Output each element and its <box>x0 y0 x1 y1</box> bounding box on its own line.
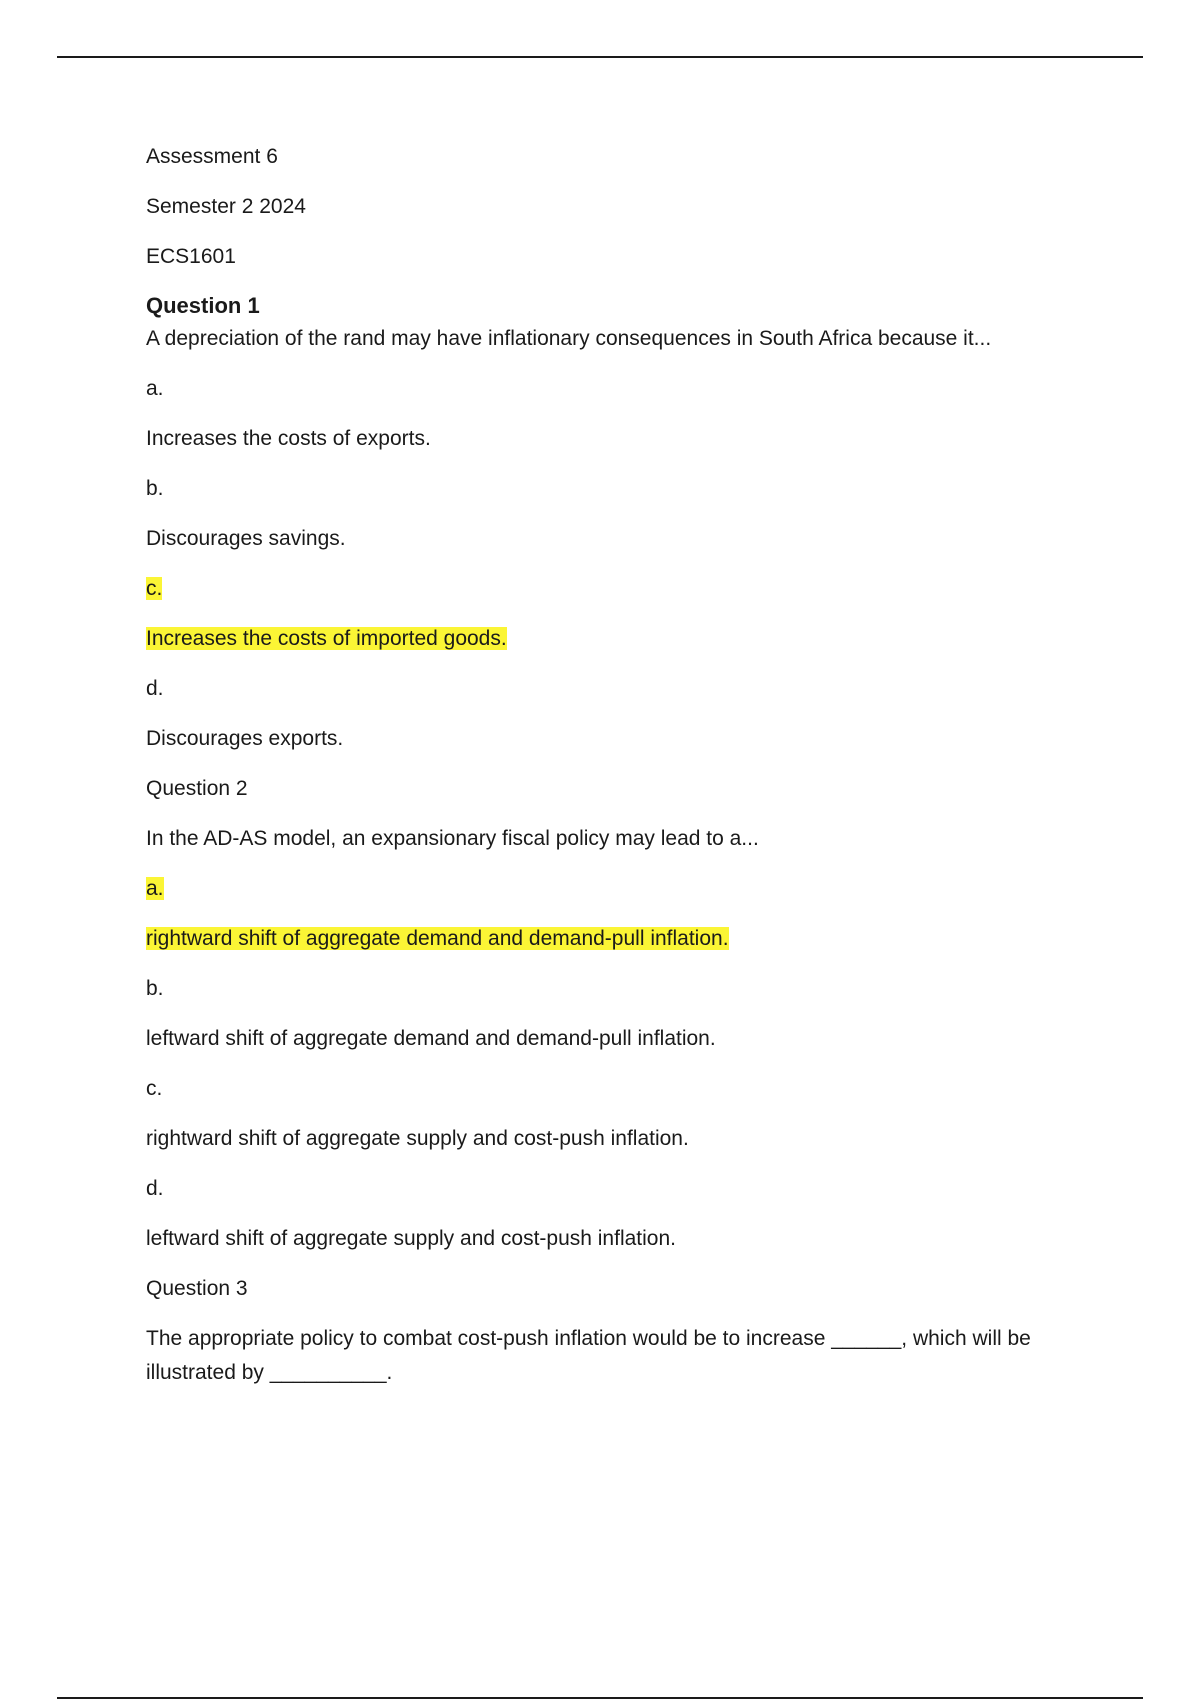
q2-option-d-text: leftward shift of aggregate supply and cost-push inflation. <box>146 1227 676 1250</box>
q2-option-c-letter: c. <box>146 1077 163 1100</box>
course-code: ECS1601 <box>146 245 236 268</box>
q1-option-b-text: Discourages savings. <box>146 527 346 550</box>
q1-option-d-letter: d. <box>146 677 164 700</box>
question-1-title: Question 1 <box>146 293 260 318</box>
question-2-title: Question 2 <box>146 777 248 800</box>
q2-option-c-text: rightward shift of aggregate supply and cost-push inflation. <box>146 1127 689 1150</box>
q2-option-b-text: leftward shift of aggregate demand and demand-pull inflation. <box>146 1027 716 1050</box>
semester-label: Semester 2 2024 <box>146 195 306 218</box>
highlight-mark: a. <box>146 877 164 900</box>
q1-option-a-letter: a. <box>146 377 164 400</box>
q2-option-d-letter: d. <box>146 1177 164 1200</box>
bottom-rule <box>57 1697 1143 1699</box>
highlight-mark: rightward shift of aggregate demand and demand-pull inflation. <box>146 927 729 950</box>
q1-option-a-text: Increases the costs of exports. <box>146 427 431 450</box>
q1-option-c-letter <box>146 572 1076 606</box>
question-1-text: A depreciation of the rand may have inflationary consequences in South Africa because it... <box>146 327 992 350</box>
q2-option-b-letter: b. <box>146 977 164 1000</box>
q1-option-d-text: Discourages exports. <box>146 727 344 750</box>
q2-option-a-letter <box>146 872 1076 906</box>
question-2-text: In the AD-AS model, an expansionary fiscal policy may lead to a... <box>146 827 759 850</box>
highlight-mark: c. <box>146 577 163 600</box>
highlight-mark: Increases the costs of imported goods. <box>146 627 507 650</box>
question-3-title: Question 3 <box>146 1277 248 1300</box>
question-3-text: The appropriate policy to combat cost-push inflation would be to increase ______, which will be illustrated by __________. <box>146 1327 1031 1384</box>
q2-option-a-text <box>146 922 1076 956</box>
q1-option-c-text <box>146 622 1076 656</box>
q1-option-b-letter: b. <box>146 477 164 500</box>
top-rule <box>57 56 1143 58</box>
document-body <box>146 140 1076 1406</box>
assessment-label: Assessment 6 <box>146 145 278 168</box>
